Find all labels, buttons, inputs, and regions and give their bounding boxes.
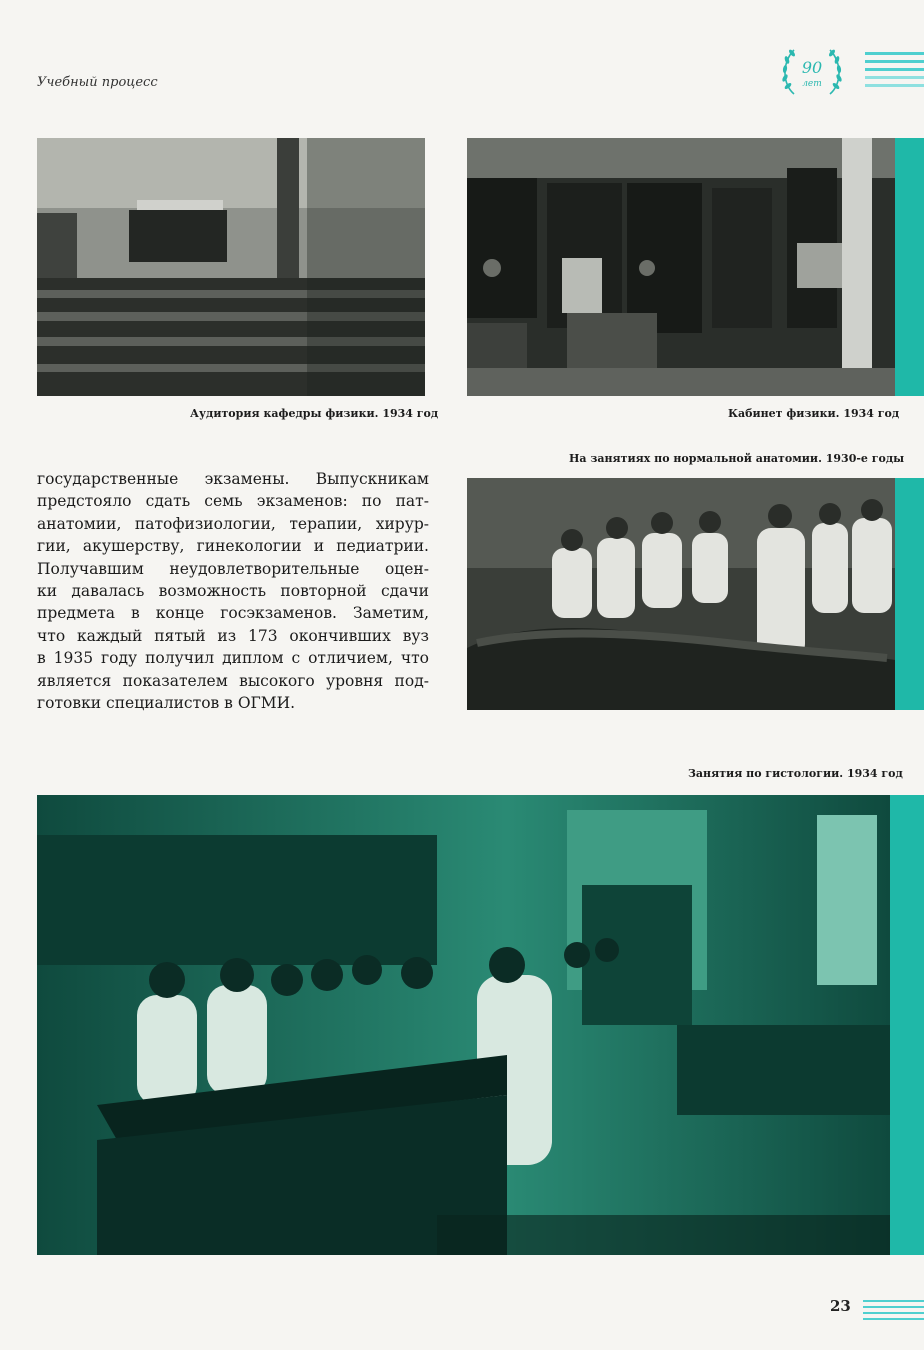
emblem-word: лет	[802, 79, 822, 89]
emblem-number: 90	[801, 58, 823, 77]
anatomy-accent-bar	[895, 478, 924, 710]
body-line: готовки специалистов в ОГМИ.	[37, 694, 296, 713]
footer-decoration	[863, 1300, 924, 1324]
auditorium-photo	[37, 138, 425, 396]
body-line: предмета в конце госэкзаменов. Заметим,	[37, 604, 429, 623]
header-decoration	[865, 52, 924, 92]
cabinet-photo	[467, 138, 895, 396]
body-line: в 1935 году получил диплом с отличием, что	[37, 649, 429, 668]
histology-caption: Занятия по гистологии. 1934 год	[688, 767, 903, 780]
anatomy-caption: На занятиях по нормальной анатомии. 1930-е годы	[569, 452, 905, 465]
anniversary-emblem	[772, 42, 852, 102]
auditorium-caption: Аудитория кафедры физики. 1934 год	[190, 407, 439, 420]
histology-accent-bar	[890, 795, 924, 1255]
body-paragraph	[37, 468, 429, 714]
page-number: 23	[830, 1297, 851, 1315]
section-title: Учебный процесс	[37, 75, 158, 90]
body-line: анатомии, патофизиологии, терапии, хирур-	[37, 514, 429, 533]
body-line: государственные экзамены. Выпускникам	[37, 470, 429, 488]
body-line: что каждый пятый из 173 окончивших вуз	[37, 626, 429, 645]
body-line: ки давалась возможность повторной сдачи	[37, 582, 429, 601]
body-line: является показателем высокого уровня под-	[37, 671, 429, 690]
histology-photo	[37, 795, 890, 1255]
body-line: предстояло сдать семь экзаменов: по пат-	[37, 492, 429, 511]
cabinet-caption: Кабинет физики. 1934 год	[728, 407, 900, 420]
body-line: Получавшим неудовлетворительные оцен-	[37, 559, 429, 578]
anatomy-photo	[467, 478, 895, 710]
cabinet-accent-bar	[895, 138, 924, 396]
body-line: гии, акушерству, гинекологии и педиатрии.	[37, 537, 429, 556]
